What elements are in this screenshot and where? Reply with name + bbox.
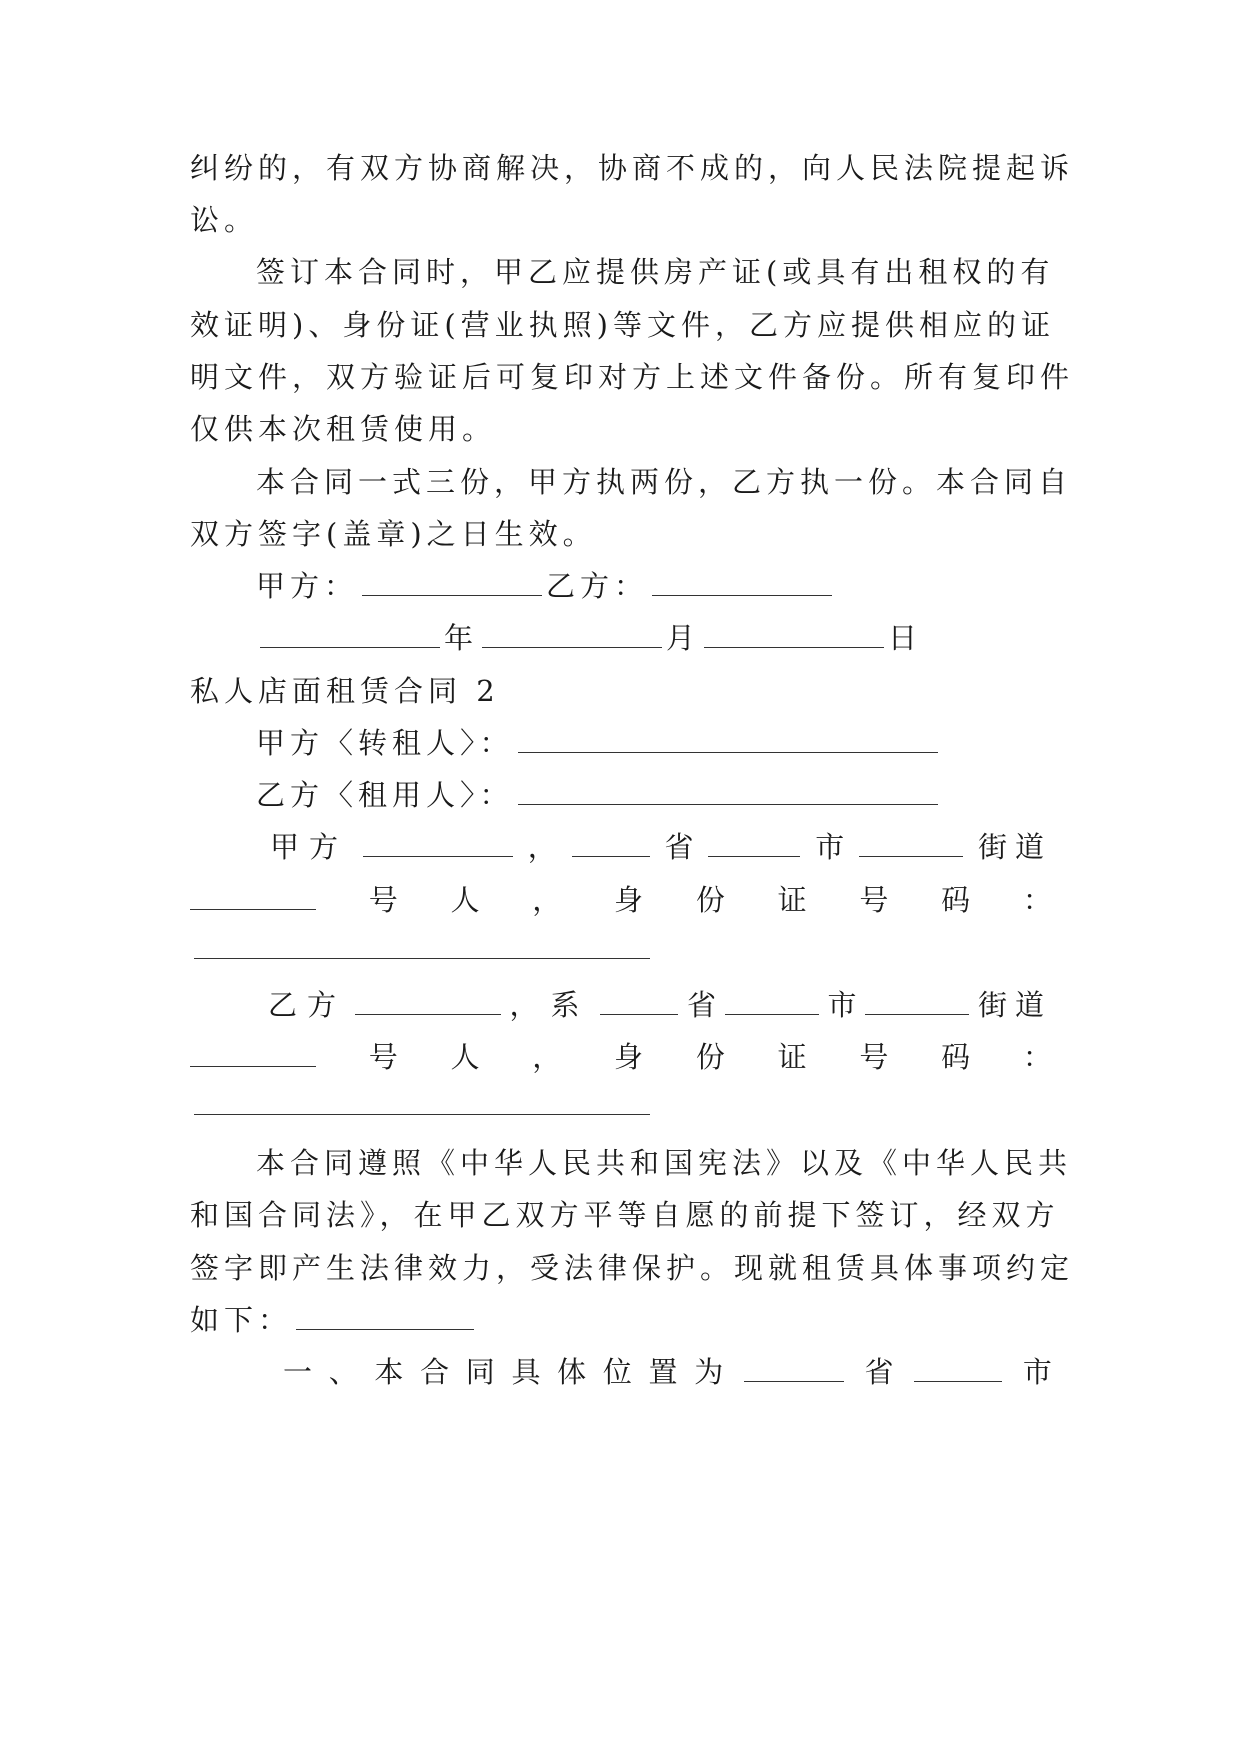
- clause-char: 合: [420, 1355, 450, 1389]
- paragraph-line: 讼。: [190, 203, 259, 237]
- clause-char: 、: [328, 1355, 358, 1389]
- addr-a-number-blank: [190, 885, 316, 910]
- addr-a-char: ，: [532, 883, 562, 917]
- addr-b-name-blank: [355, 990, 501, 1015]
- paragraph-line: 和国合同法》，在甲乙双方平等自愿的前提下签订，经双方: [190, 1198, 1060, 1232]
- addr-b-comma: ，系: [509, 988, 592, 1022]
- paragraph-line: 本合同一式三份，甲方执两份，乙方执一份。本合同自: [256, 465, 1073, 499]
- addr-b-char: ，: [532, 1040, 562, 1074]
- addr-b-char: 码: [941, 1040, 971, 1074]
- addr-a-city: 市: [815, 830, 845, 864]
- addr-a-char: 码: [941, 883, 971, 917]
- party-b-address-line: [268, 985, 1052, 1025]
- addr-a-street-blank: [859, 832, 963, 857]
- addr-a-char: ：: [1022, 883, 1052, 917]
- agreement-blank: [296, 1305, 474, 1330]
- clause-province: 省: [864, 1355, 894, 1389]
- party-b-sign-label: 乙方：: [546, 569, 649, 603]
- addr-a-char: 身: [614, 883, 644, 917]
- addr-a-comma: ，: [527, 830, 557, 864]
- day-label: 日: [888, 621, 923, 655]
- party-a-sign-label: 甲方：: [256, 569, 359, 603]
- party-b-label: 乙方〈租用人〉：: [256, 778, 514, 812]
- addr-a-province-blank: [572, 832, 650, 857]
- addr-a-province: 省: [664, 830, 694, 864]
- clause-char: 具: [511, 1355, 541, 1389]
- addr-a-street: 街道: [977, 830, 1052, 864]
- addr-b-province: 省: [686, 988, 716, 1022]
- addr-b-char: 号: [368, 1040, 398, 1074]
- party-b-id-line: [190, 1037, 1052, 1077]
- paragraph-line: 本合同遵照《中华人民共和国宪法》以及《中华人民共: [256, 1146, 1073, 1180]
- clause-char: 本: [374, 1355, 404, 1389]
- party-a-line: [256, 723, 1052, 763]
- year-blank: [260, 623, 440, 648]
- clause-char: 同: [465, 1355, 495, 1389]
- addr-a-char: 人: [450, 883, 480, 917]
- clause-city: 市: [1022, 1355, 1052, 1389]
- addr-b-char: 号: [859, 1040, 889, 1074]
- addr-a-char: 份: [695, 883, 725, 917]
- addr-b-province-blank: [600, 990, 678, 1015]
- year-label: 年: [444, 621, 479, 655]
- addr-a-start: 甲方: [270, 830, 349, 864]
- clause-province-blank: [744, 1357, 844, 1382]
- month-label: 月: [666, 621, 701, 655]
- addr-a-char: 证: [777, 883, 807, 917]
- paragraph-line: 仅供本次租赁使用。: [190, 412, 497, 446]
- paragraph-line: 签字即产生法律效力，受法律保护。现就租赁具体事项约定: [190, 1251, 1075, 1285]
- paragraph-line: [190, 1300, 1052, 1340]
- addr-a-city-blank: [708, 832, 800, 857]
- paragraph-line: 明文件，双方验证后可复印对方上述文件备份。所有复印件: [190, 360, 1075, 394]
- clause-char: 体: [557, 1355, 587, 1389]
- party-b-id-blank: [194, 1114, 650, 1115]
- addr-b-street: 街道: [977, 988, 1052, 1022]
- addr-b-street-blank: [865, 990, 969, 1015]
- addr-b-start: 乙方: [268, 988, 347, 1022]
- day-blank: [704, 623, 884, 648]
- clause-1-line: [283, 1352, 1052, 1392]
- section-title: 私人店面租赁合同 2: [190, 674, 500, 708]
- party-a-id-line: [190, 880, 1052, 920]
- clause-char: 位: [602, 1355, 632, 1389]
- agreement-label: 如下：: [190, 1303, 293, 1337]
- party-b-line: [256, 775, 1052, 815]
- addr-b-char: 份: [695, 1040, 725, 1074]
- paragraph-line: 效证明)、身份证(营业执照)等文件，乙方应提供相应的证: [190, 308, 1055, 342]
- clause-city-blank: [914, 1357, 1002, 1382]
- party-a-sign-blank: [362, 571, 542, 596]
- paragraph-line: 双方签字(盖章)之日生效。: [190, 517, 597, 551]
- paragraph-line: 纠纷的，有双方协商解决，协商不成的，向人民法院提起诉: [190, 151, 1075, 185]
- month-blank: [482, 623, 662, 648]
- addr-b-city-blank: [725, 990, 819, 1015]
- addr-a-char: 号: [859, 883, 889, 917]
- paragraph-line: 签订本合同时，甲乙应提供房产证(或具有出租权的有: [256, 255, 1055, 289]
- addr-a-name-blank: [363, 832, 513, 857]
- party-a-blank: [518, 728, 938, 753]
- addr-a-char: 号: [368, 883, 398, 917]
- party-a-id-blank: [194, 958, 650, 959]
- date-line: [256, 618, 1052, 658]
- addr-b-char: 人: [450, 1040, 480, 1074]
- party-b-sign-blank: [652, 571, 832, 596]
- clause-char: 置: [648, 1355, 678, 1389]
- party-b-blank: [518, 780, 938, 805]
- party-a-address-line: [270, 827, 1052, 867]
- addr-b-number-blank: [190, 1042, 316, 1067]
- addr-b-city: 市: [827, 988, 857, 1022]
- signature-line: [256, 566, 1052, 606]
- addr-b-char: 身: [614, 1040, 644, 1074]
- clause-char: 一: [283, 1355, 313, 1389]
- party-a-label: 甲方〈转租人〉：: [256, 726, 514, 760]
- addr-b-char: ：: [1022, 1040, 1052, 1074]
- addr-b-char: 证: [777, 1040, 807, 1074]
- clause-char: 为: [694, 1355, 724, 1389]
